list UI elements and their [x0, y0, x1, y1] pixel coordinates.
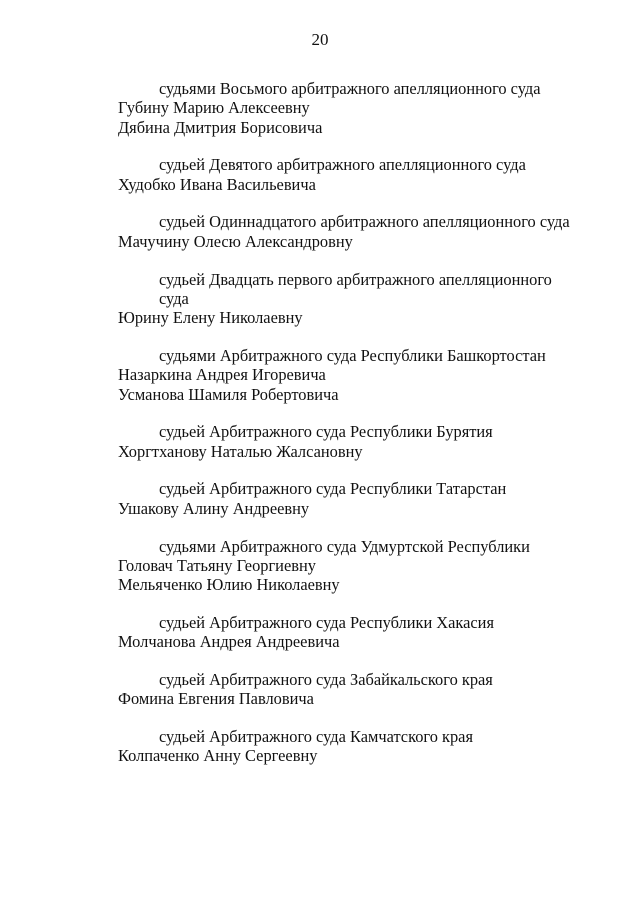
court-heading: судьями Восьмого арбитражного апелляционного суда	[159, 79, 541, 98]
court-heading: судьей Арбитражного суда Республики Хакасия	[159, 612, 494, 632]
court-heading: судьями Арбитражного суда Республики Башкортостан	[159, 345, 546, 365]
court-heading: судьей Арбитражного суда Республики Бурятия	[159, 422, 493, 442]
judge-name: Губину Марию Алексеевну	[118, 98, 310, 118]
judge-name: Худобко Ивана Васильевича	[118, 174, 316, 194]
judge-name: Назаркина Андрея Игоревича	[118, 365, 326, 385]
appointment-section	[118, 422, 588, 461]
judge-name: Головач Татьяну Георгиевну	[118, 555, 316, 575]
judge-name: Мельяченко Юлию Николаевну	[118, 575, 340, 595]
page-number: 20	[311, 30, 329, 49]
court-heading: судьями Арбитражного суда Удмуртской Республики	[159, 536, 530, 556]
judge-name: Дябина Дмитрия Борисовича	[118, 117, 323, 137]
judge-name: Хоргтханову Наталью Жалсановну	[118, 441, 363, 461]
appointment-section	[118, 670, 588, 709]
judge-name: Фомина Евгения Павловича	[118, 689, 314, 709]
court-heading: судьей Арбитражного суда Республики Татарстан	[159, 479, 507, 499]
appointment-list	[118, 79, 588, 784]
appointment-section	[118, 613, 588, 652]
appointment-section	[118, 727, 588, 766]
judge-name: Молчанова Андрея Андреевича	[118, 632, 340, 652]
court-heading-continued: суда	[159, 288, 189, 308]
appointment-section	[118, 79, 588, 137]
court-heading: судьей Девятого арбитражного апелляционного суда	[159, 155, 526, 175]
judge-name: Колпаченко Анну Сергеевну	[118, 746, 318, 766]
judge-name: Юрину Елену Николаевну	[118, 308, 303, 328]
judge-name: Мачучину Олесю Александровну	[118, 231, 353, 251]
appointment-section	[118, 479, 588, 518]
appointment-section	[118, 155, 588, 194]
judge-name: Усманова Шамиля Робертовича	[118, 384, 339, 404]
court-heading: судьей Арбитражного суда Камчатского края	[159, 727, 473, 747]
appointment-section	[118, 270, 588, 328]
court-heading: судьей Одиннадцатого арбитражного апелляционного суда	[159, 212, 570, 232]
appointment-section	[118, 537, 588, 595]
appointment-section	[118, 346, 588, 404]
court-heading: судьей Двадцать первого арбитражного апелляционного	[159, 269, 552, 289]
court-heading: судьей Арбитражного суда Забайкальского края	[159, 670, 493, 690]
judge-name: Ушакову Алину Андреевну	[118, 498, 310, 518]
appointment-section	[118, 212, 588, 251]
